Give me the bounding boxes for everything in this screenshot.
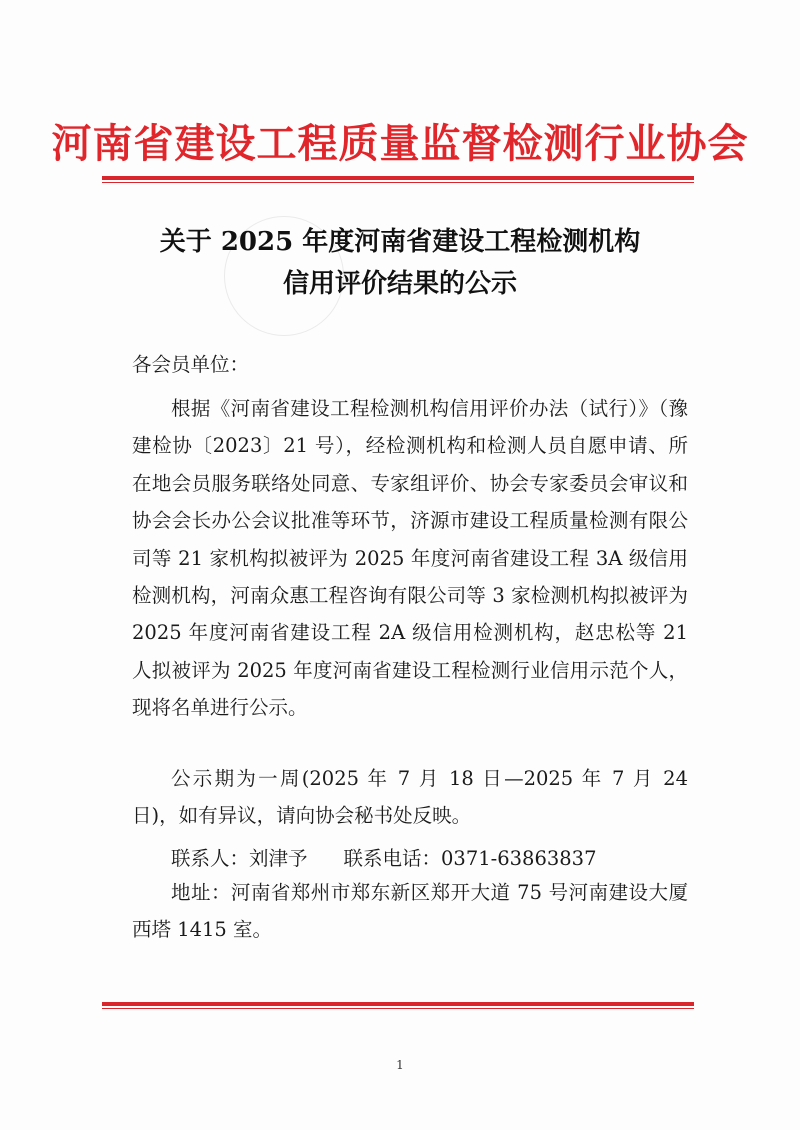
- header-divider: [102, 176, 694, 183]
- page-number: 1: [396, 1058, 404, 1072]
- salutation: 各会员单位：: [132, 353, 250, 376]
- footer-divider: [102, 1002, 694, 1009]
- body-paragraph-1: 根据《河南省建设工程检测机构信用评价办法（试行）》（豫建检协〔2023〕21 号），经检测机构和检测人员自愿申请、所在地会员服务联络处同意、专家组评价、协会专家委员会审议和协会会长办公会议批准等环节，济源市建设工程质量检测有限公司等 21 家机构拟被评为 2025 年度河南省建设工程 3A 级信用检测机构，河南众惠工程咨询有限公司等 3 家检测机构拟被评为 2025 年度河南省建设工程 2A 级信用检测机构，赵忠松等 21 人拟被评为 2025 年度河南省建设工程检测行业信用示范个人，现将名单进行公示。: [132, 397, 688, 720]
- address-paragraph: 地址：河南省郑州市郑东新区郑开大道 75 号河南建设大厦西塔 1415 室。: [132, 881, 688, 942]
- contact-line: [171, 844, 691, 874]
- notice-title-line-2: 信用评价结果的公示: [282, 269, 517, 299]
- header-divider-thick: [102, 176, 694, 180]
- footer-divider-thick: [102, 1002, 694, 1006]
- notice-title-line-1: 关于 2025 年度河南省建设工程检测机构: [159, 227, 641, 257]
- organization-header: 河南省建设工程质量监督检测行业协会: [51, 120, 749, 167]
- body-paragraph-2: 公示期为一周(2025 年 7 月 18 日—2025 年 7 月 24 日)，如有异议，请向协会秘书处反映。: [132, 767, 688, 828]
- contact-phone: 联系电话：0371-63863837: [343, 847, 597, 870]
- header-divider-thin: [102, 182, 694, 183]
- footer-divider-thin: [102, 1008, 694, 1009]
- contact-person: 联系人：刘津予: [171, 847, 308, 870]
